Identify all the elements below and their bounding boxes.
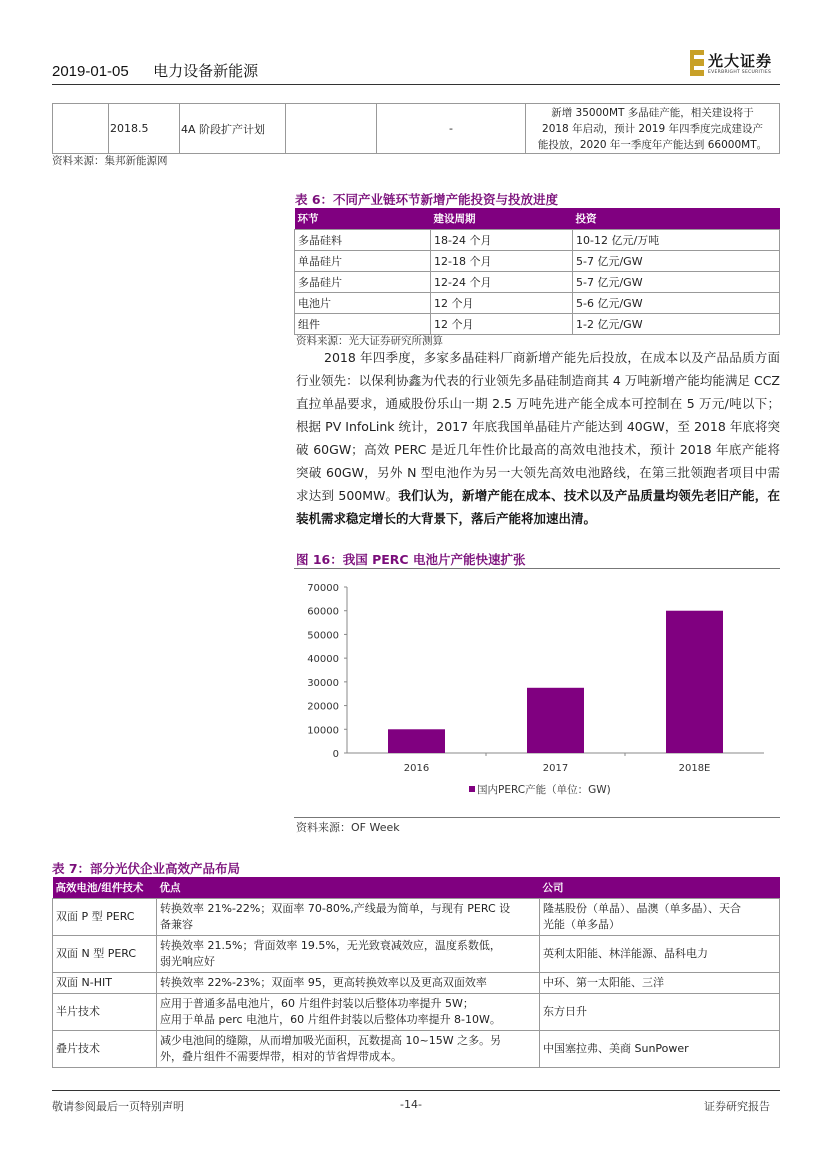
desc-line: 新增 35000MT 多晶硅产能，相关建设将于	[551, 106, 754, 119]
x-tick-label: 2018E	[678, 763, 711, 774]
table-row	[53, 104, 780, 154]
table-header-row	[53, 877, 780, 899]
report-date: 2019-01-05	[52, 63, 129, 80]
cell-line: 英利太阳能、林洋能源、晶科电力	[543, 947, 708, 960]
table6-caption: 表 6：不同产业链环节新增产能投资与投放进度	[295, 192, 559, 207]
column-header: 环节	[295, 208, 431, 230]
y-tick-label: 20000	[307, 701, 339, 713]
table-cell: 4A 阶段扩产计划	[180, 104, 286, 154]
column-header: 高效电池/组件技术	[53, 877, 157, 899]
tech-cell: 双面 N 型 PERC	[53, 936, 157, 973]
table-cell: 5-7 亿元/GW	[573, 272, 780, 293]
column-header: 优点	[157, 877, 540, 899]
company-cell	[540, 936, 780, 973]
table-cell: 1-2 亿元/GW	[573, 314, 780, 335]
logo-cn-text: 光大证券	[708, 52, 773, 70]
table6	[294, 208, 780, 335]
column-header: 建设周期	[431, 208, 573, 230]
y-tick-label: 70000	[307, 583, 339, 594]
table-row	[53, 973, 780, 994]
cell-line: 转换效率 21%-22%；双面率 70-80%,产线最为简单，与现有 PERC 设	[160, 902, 511, 915]
header-divider	[52, 84, 780, 85]
footer-report-type: 证券研究报告	[704, 1100, 770, 1113]
table-cell: 电池片	[295, 293, 431, 314]
cell-line: 东方日升	[543, 1005, 587, 1018]
cell-line: 减少电池间的缝隙，从而增加吸光面积，瓦数提高 10~15W 之多。另	[160, 1034, 502, 1047]
table-cell: 2018.5	[109, 104, 180, 154]
table-cell: 12 个月	[431, 293, 573, 314]
y-tick-label: 40000	[307, 654, 339, 666]
table-row	[295, 251, 780, 272]
tech-cell: 双面 N-HIT	[53, 973, 157, 994]
cell-line: 弱光响应好	[160, 955, 215, 968]
column-header: 公司	[540, 877, 780, 899]
table-cell: 多晶硅片	[295, 272, 431, 293]
company-cell	[540, 1031, 780, 1068]
bar-2017	[527, 688, 584, 753]
table-cell-description	[526, 104, 780, 154]
advantage-cell	[157, 1031, 540, 1068]
report-header	[52, 60, 258, 81]
table7-caption: 表 7：部分光伏企业高效产品布局	[52, 861, 241, 876]
table-cell: 5-7 亿元/GW	[573, 251, 780, 272]
cell-line: 外，叠片组件不需要焊带，相对的节省焊带成本。	[160, 1050, 402, 1063]
table-row	[53, 994, 780, 1031]
cell-line: 备兼容	[160, 918, 193, 931]
body-paragraph	[296, 346, 780, 530]
table-row	[295, 230, 780, 251]
page-number: -14-	[400, 1098, 422, 1111]
table-row	[295, 293, 780, 314]
tech-cell: 叠片技术	[53, 1031, 157, 1068]
table-row	[53, 1031, 780, 1068]
table-cell: 组件	[295, 314, 431, 335]
tech-cell: 半片技术	[53, 994, 157, 1031]
legend-swatch	[469, 786, 475, 792]
y-tick-label: 30000	[307, 677, 339, 689]
company-cell	[540, 899, 780, 936]
perc-capacity-chart	[294, 569, 780, 817]
table-cell	[286, 104, 377, 154]
advantage-cell	[157, 994, 540, 1031]
logo-en-text: EVERBRIGHT SECURITIES	[708, 70, 772, 75]
advantage-cell	[157, 899, 540, 936]
table-cell: 18-24 个月	[431, 230, 573, 251]
cell-line: 应用于单晶 perc 电池片，60 片组件封装以后整体功率提升 8-10W。	[160, 1013, 501, 1026]
paragraph-text: 2018 年四季度，多家多晶硅料厂商新增产能先后投放，在成本以及产品品质方面行业领先：以保利协鑫为代表的行业领先多晶硅制造商其 4 万吨新增产能均能满足 CCZ 直拉单晶要求，通威股份乐山一期 2.5 万吨先进产能全成本可控制在 5 万元/吨以下；根据 PV InfoLink 统计，2017 年底我国单晶硅片产能达到 40GW，至 2018 年底将突破 60GW；高效 PERC 是近几年性价比最高的高效电池技术，预计 2018 年底产能将突破 60GW，另外 N 型电池作为另一大领先高效电池路线，在第三批领跑者项目中需求达到 500MW。	[296, 350, 780, 503]
table-cell: 12 个月	[431, 314, 573, 335]
advantage-cell	[157, 973, 540, 994]
table-row	[53, 936, 780, 973]
table-cell	[53, 104, 109, 154]
company-cell	[540, 994, 780, 1031]
desc-line: 能投放，2020 年一季度年产能达到 66000MT。	[537, 138, 768, 151]
figure16-caption: 图 16：我国 PERC 电池片产能快速扩张	[296, 552, 526, 567]
y-tick-label: 50000	[307, 630, 339, 642]
cell-line: 转换效率 22%-23%；双面率 95，更高转换效率以及更高双面效率	[160, 976, 487, 989]
figure16-source: 资料来源：OF Week	[296, 821, 400, 834]
table-cell: 12-24 个月	[431, 272, 573, 293]
column-header: 投资	[573, 208, 780, 230]
table-cell: 12-18 个月	[431, 251, 573, 272]
bar-2018E	[666, 611, 723, 753]
cell-line: 中国塞拉弗、美商 SunPower	[543, 1042, 689, 1055]
cell-line: 隆基股份（单晶）、晶澳（单多晶）、天合	[543, 902, 741, 915]
legend-label: 国内PERC产能（单位：GW)	[477, 784, 611, 796]
y-tick-label: 10000	[307, 725, 339, 737]
continuation-table	[52, 103, 780, 154]
footer-disclaimer: 敬请参阅最后一页特别声明	[52, 1100, 184, 1113]
table-cell: 多晶硅料	[295, 230, 431, 251]
logo-mark-icon	[690, 50, 704, 76]
everbright-logo	[690, 50, 782, 78]
table-cell: 10-12 亿元/万吨	[573, 230, 780, 251]
table-header-row	[295, 208, 780, 230]
y-tick-label: 0	[332, 749, 339, 760]
table-row	[295, 272, 780, 293]
table-row	[295, 314, 780, 335]
cell-line: 光能（单多晶）	[543, 918, 620, 931]
table-cell: 5-6 亿元/GW	[573, 293, 780, 314]
footer-divider	[52, 1090, 780, 1091]
paragraph-conclusion: 我们认为，新增产能在成本、技术以及产品质量均领先老旧产能，在装机需求稳定增长的大背景下，落后产能将加速出清。	[296, 488, 780, 526]
y-tick-label: 60000	[307, 606, 339, 618]
table-cell: -	[377, 104, 526, 154]
company-cell	[540, 973, 780, 994]
table7	[52, 877, 780, 1068]
x-tick-label: 2017	[542, 763, 569, 774]
table-row	[53, 899, 780, 936]
advantage-cell	[157, 936, 540, 973]
cell-line: 转换效率 21.5%；背面效率 19.5%，无光致衰减效应，温度系数低，	[160, 939, 501, 952]
report-sector: 电力设备新能源	[153, 63, 259, 80]
table6-source: 资料来源：光大证券研究所测算	[296, 335, 443, 347]
cell-line: 中环、第一太阳能、三洋	[543, 976, 664, 989]
chart-frame	[294, 568, 780, 818]
table-cell: 单晶硅片	[295, 251, 431, 272]
desc-line: 2018 年启动，预计 2019 年四季度完成建设产	[542, 122, 763, 135]
tech-cell: 双面 P 型 PERC	[53, 899, 157, 936]
source-note: 资料来源：集邦新能源网	[52, 155, 168, 167]
cell-line: 应用于普通多晶电池片，60 片组件封装以后整体功率提升 5W；	[160, 997, 474, 1010]
bar-2016	[388, 729, 445, 753]
x-tick-label: 2016	[403, 763, 430, 774]
